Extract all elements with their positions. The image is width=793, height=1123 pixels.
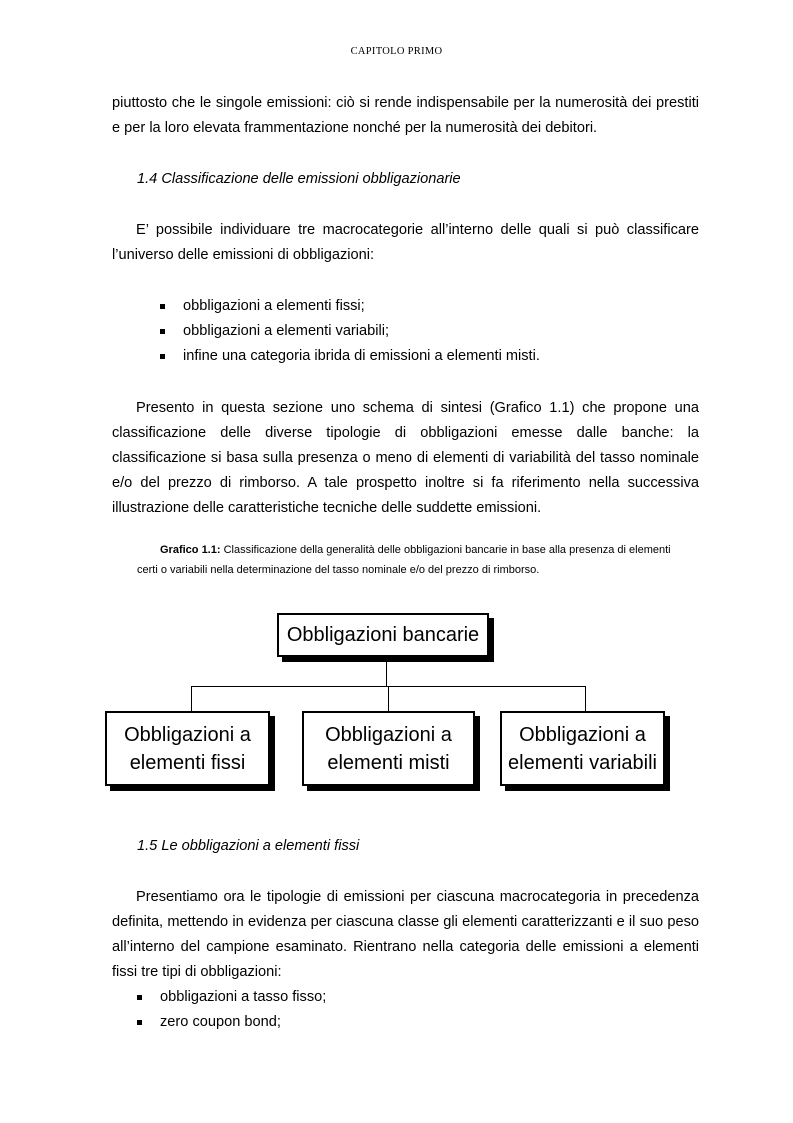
- diagram-box-variable: Obbligazioni a elementi variabili: [500, 711, 665, 786]
- list-item: obbligazioni a tasso fisso;: [137, 985, 326, 1010]
- intro-paragraph: piuttosto che le singole emissioni: ciò si rende indispensabile per la numerosità dei prestiti e per la loro elevata frammentazione nonché per la numerosità dei debitori.: [112, 95, 699, 136]
- caption-label: Grafico 1.1:: [160, 544, 221, 556]
- connector-line: [386, 662, 387, 687]
- list-item: zero coupon bond;: [137, 1010, 326, 1035]
- list-item: infine una categoria ibrida di emissioni a elementi misti.: [160, 344, 540, 369]
- connector-line: [388, 686, 389, 712]
- section-heading-1-4: 1.4 Classificazione delle emissioni obbligazionarie: [137, 171, 461, 187]
- macrocategory-list: [160, 294, 540, 369]
- square-bullet-icon: [160, 329, 165, 334]
- section-1-4-paragraph-2: Presento in questa sezione uno schema di sintesi (Grafico 1.1) che propone una classificazione delle diverse tipologie di obbligazioni emesse dalle banche: la classificazione si basa sulla presenza o meno di elementi di variabilità del tasso nominale e/o del prezzo di rimborso. A tale prospetto inoltre si fa riferimento nella successiva illustrazione delle caratteristiche tecniche delle suddette emissioni.: [112, 400, 699, 516]
- diagram-root-box: [277, 613, 489, 657]
- list-item: obbligazioni a elementi variabili;: [160, 319, 540, 344]
- diagram-box-mixed: Obbligazioni a elementi misti: [302, 711, 475, 786]
- connector-line: [191, 686, 192, 712]
- section-1-5-paragraph: Presentiamo ora le tipologie di emissioni per ciascuna macrocategoria in precedenza definita, mettendo in evidenza per ciascuna classe gli elementi caratterizzanti e il suo peso all’interno del campione esaminato. Rientrano nella categoria delle emissioni a elementi fissi tre tipi di obbligazioni:: [112, 889, 699, 980]
- figure-caption: [137, 540, 682, 580]
- caption-text: Classificazione della generalità delle obbligazioni bancarie in base alla presenza di elementi certi o variabili nella determinazione del tasso nominale e/o del prezzo di rimborso.: [137, 544, 671, 576]
- list-item: obbligazioni a elementi fissi;: [160, 294, 540, 319]
- square-bullet-icon: [137, 995, 142, 1000]
- diagram-root-label: Obbligazioni bancarie: [286, 624, 480, 646]
- square-bullet-icon: [160, 354, 165, 359]
- square-bullet-icon: [160, 304, 165, 309]
- fixed-elements-list: [137, 985, 326, 1035]
- connector-line: [585, 686, 586, 712]
- square-bullet-icon: [137, 1020, 142, 1025]
- section-heading-1-5: 1.5 Le obbligazioni a elementi fissi: [137, 838, 360, 854]
- diagram-box-fixed: Obbligazioni a elementi fissi: [105, 711, 270, 786]
- section-1-4-paragraph: E’ possibile individuare tre macrocategorie all’interno delle quali si può classificare l’universo delle emissioni di obbligazioni:: [112, 222, 699, 263]
- running-head: CAPITOLO PRIMO: [350, 46, 443, 57]
